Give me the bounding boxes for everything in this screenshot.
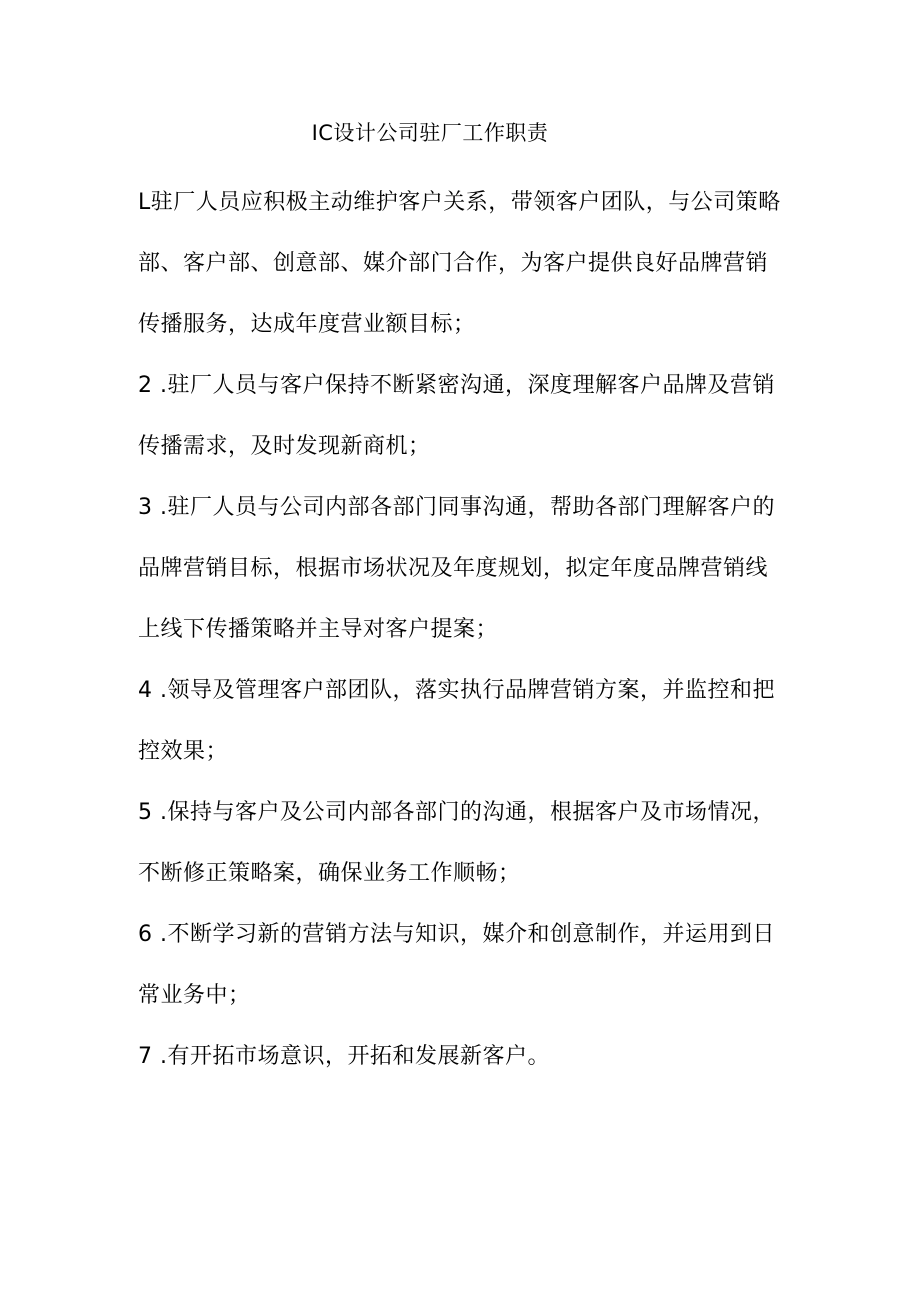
paragraph-text: 保持与客户及公司内部各部门的沟通，根据客户及市场情况，不断修正策略案，确保业务工作顺畅； xyxy=(138,800,775,886)
paragraph-5 xyxy=(138,782,788,904)
paragraph-text: 驻厂人员应积极主动维护客户关系，带领客户团队，与公司策略部、客户部、创意部、媒介部门合作，为客户提供良好品牌营销传播服务，达成年度营业额目标； xyxy=(138,190,781,337)
paragraph-number: 4 . xyxy=(138,678,168,703)
paragraph-number: 5 . xyxy=(138,800,168,825)
paragraph-number: 7 . xyxy=(138,1044,168,1069)
paragraph-4 xyxy=(138,660,788,782)
paragraph-number: 3 . xyxy=(138,495,168,520)
document-title: IC设计公司驻厂工作职责 xyxy=(311,121,549,145)
paragraph-1 xyxy=(138,172,788,355)
paragraph-number: 6 . xyxy=(138,922,168,947)
paragraph-6 xyxy=(138,904,788,1026)
document-body xyxy=(138,172,788,1087)
paragraph-text: 有开拓市场意识，开拓和发展新客户。 xyxy=(167,1044,550,1069)
paragraph-2 xyxy=(138,355,788,477)
paragraph-7 xyxy=(138,1026,788,1087)
paragraph-3 xyxy=(138,477,788,660)
paragraph-text: 领导及管理客户部团队，落实执行品牌营销方案，并监控和把控效果； xyxy=(138,678,775,764)
paragraph-number: L xyxy=(138,190,151,215)
paragraph-text: 不断学习新的营销方法与知识，媒介和创意制作，并运用到日常业务中； xyxy=(138,922,775,1008)
paragraph-text: 驻厂人员与客户保持不断紧密沟通，深度理解客户品牌及营销传播需求，及时发现新商机； xyxy=(138,373,775,459)
paragraph-text: 驻厂人员与公司内部各部门同事沟通，帮助各部门理解客户的品牌营销目标，根据市场状况及年度规划，拟定年度品牌营销线上线下传播策略并主导对客户提案； xyxy=(138,495,775,642)
paragraph-number: 2 . xyxy=(138,373,168,398)
